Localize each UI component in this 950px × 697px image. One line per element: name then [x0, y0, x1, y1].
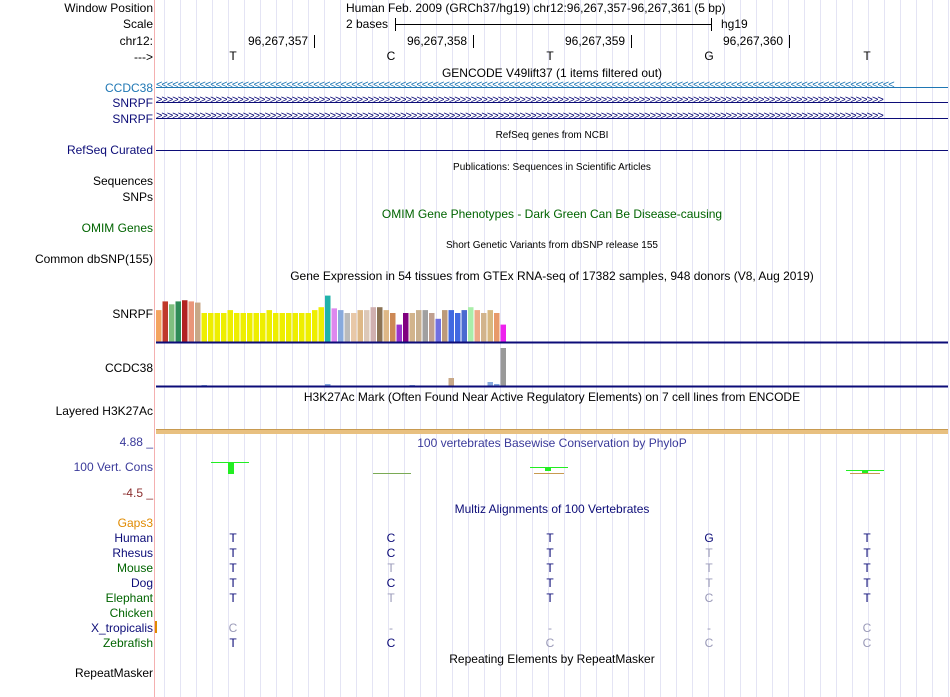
alignment-base: C: [862, 621, 872, 635]
gtex-snrpf-bar[interactable]: [442, 310, 448, 342]
phylop-bar-3: [545, 467, 551, 471]
gtex-expression-plot[interactable]: [156, 282, 948, 388]
gencode-gene-ccdc38-line[interactable]: [156, 81, 948, 94]
gtex-snrpf-bar[interactable]: [345, 313, 351, 342]
gtex-snrpf-bar[interactable]: [176, 301, 182, 342]
alignment-base: T: [546, 561, 554, 575]
gtex-snrpf-bar[interactable]: [338, 310, 344, 342]
alignment-base: T: [863, 531, 871, 545]
dbsnp-label[interactable]: Common dbSNP(155): [34, 252, 153, 266]
gtex-snrpf-bar[interactable]: [494, 313, 500, 342]
repeatmasker-track-title[interactable]: Repeating Elements by RepeatMasker: [449, 652, 655, 666]
gtex-snrpf-bar[interactable]: [501, 325, 507, 342]
gtex-snrpf-bar[interactable]: [351, 313, 357, 342]
gtex-snrpf-bar[interactable]: [468, 307, 474, 342]
alignment-base: T: [863, 591, 871, 605]
gtex-snrpf-bar[interactable]: [410, 313, 416, 342]
alignment-base: -: [548, 621, 552, 635]
alignment-base: T: [546, 531, 554, 545]
phylop-min-label: -4.5 _: [122, 486, 153, 500]
gtex-snrpf-bar[interactable]: [234, 313, 240, 342]
species-label-dog[interactable]: Dog: [130, 576, 153, 590]
chrom-label: chr12:: [119, 34, 153, 48]
alignment-base: T: [863, 576, 871, 590]
gtex-snrpf-bar[interactable]: [267, 310, 273, 342]
species-label-elephant[interactable]: Elephant: [105, 591, 153, 605]
species-label-mouse[interactable]: Mouse: [116, 561, 153, 575]
gtex-snrpf-bar[interactable]: [423, 310, 429, 342]
phylop-baseline-5b: [850, 473, 880, 474]
gtex-snrpf-bar[interactable]: [475, 310, 481, 342]
gencode-track-title[interactable]: GENCODE V49lift37 (1 items filtered out): [441, 66, 663, 80]
species-label-zebrafish[interactable]: Zebrafish: [102, 636, 153, 650]
scale-bar-right-tick: [711, 18, 712, 31]
gtex-snrpf-bar[interactable]: [260, 313, 266, 342]
alignment-base: T: [229, 576, 237, 590]
gencode-gene-snrpf-line-1[interactable]: [156, 96, 948, 109]
species-label-chicken[interactable]: Chicken: [109, 606, 153, 620]
gencode-gene-snrpf-label-1[interactable]: SNRPF: [112, 96, 153, 110]
strand-chevrons: <<<<<<<<<<<<<<<<<<<<<<<<<<<<<<<<<<<<<<<<<<<<<<<<<<<<<<<<<<<<<<<<<<<<<<<<<<<<<<<<<<<<<<<<<<<<<<<<<<<<<<<<<<<<<<<<<<<<<<<<<<<<<<<<<<<<<<<<: [156, 81, 894, 91]
refseq-gene-line[interactable]: [156, 150, 948, 151]
gtex-track-title[interactable]: Gene Expression in 54 tissues from GTEx RNA-seq of 17382 samples, 948 donors (V8, Aug 2019): [290, 269, 814, 283]
gtex-snrpf-bar[interactable]: [449, 310, 455, 342]
gtex-snrpf-bar[interactable]: [332, 308, 338, 342]
scale-bar-left-tick: [395, 18, 396, 31]
gtex-snrpf-bar[interactable]: [299, 313, 305, 342]
gencode-gene-snrpf-label-2[interactable]: SNRPF: [112, 112, 153, 126]
gtex-snrpf-bar[interactable]: [416, 310, 422, 342]
species-label-human[interactable]: Human: [114, 531, 153, 545]
ref-base-4: G: [704, 49, 714, 63]
gtex-snrpf-bar[interactable]: [228, 310, 234, 342]
scale-label: Scale: [122, 17, 153, 31]
window-position-value: Human Feb. 2009 (GRCh37/hg19) chr12:96,267,357-96,267,361 (5 bp): [346, 1, 726, 15]
grid-line: [948, 0, 949, 697]
alignment-base: T: [229, 531, 237, 545]
coordinate-4: 96,267,360: [723, 34, 784, 48]
alignment-base: C: [545, 636, 555, 650]
gtex-snrpf-bar[interactable]: [189, 301, 195, 342]
gtex-snrpf-bar[interactable]: [280, 313, 286, 342]
gtex-snrpf-bar[interactable]: [488, 310, 494, 342]
label-divider: [154, 0, 155, 697]
x-tropicalis-gap-marker: [155, 621, 157, 633]
gtex-snrpf-bar[interactable]: [397, 325, 403, 342]
gtex-snrpf-bar[interactable]: [306, 313, 312, 342]
alignment-base: T: [863, 546, 871, 560]
gtex-snrpf-bar[interactable]: [384, 310, 390, 342]
scale-value: 2 bases: [346, 17, 389, 31]
gtex-ccdc38-bar[interactable]: [488, 382, 494, 386]
ref-base-1: T: [229, 49, 237, 63]
gtex-ccdc38-label[interactable]: CCDC38: [104, 361, 153, 375]
alignment-base: T: [546, 576, 554, 590]
refseq-curated-label[interactable]: RefSeq Curated: [66, 143, 153, 157]
gtex-snrpf-bar[interactable]: [390, 313, 396, 342]
alignment-base: T: [705, 546, 713, 560]
strand-chevrons: >>>>>>>>>>>>>>>>>>>>>>>>>>>>>>>>>>>>>>>>>>>>>>>>>>>>>>>>>>>>>>>>>>>>>>>>>>>>>>>>>>>>>>>>>>>>>>>>>>>>>>>>>>>>>>>>>>>>>>>>>>>>>>>>>>>>>>: [156, 96, 883, 106]
alignment-base: C: [386, 546, 396, 560]
sequences-label[interactable]: Sequences: [92, 174, 153, 188]
gtex-snrpf-bar[interactable]: [403, 313, 409, 342]
gtex-ccdc38-bar[interactable]: [501, 348, 507, 386]
alignment-base: T: [387, 591, 395, 605]
gtex-snrpf-label[interactable]: SNRPF: [112, 307, 153, 321]
phylop-baseline-3b: [534, 473, 564, 474]
gtex-snrpf-bar[interactable]: [325, 296, 331, 342]
gtex-snrpf-bar[interactable]: [208, 313, 214, 342]
gtex-snrpf-bar[interactable]: [429, 313, 435, 342]
coordinate-tick-4: [789, 35, 790, 48]
gtex-snrpf-bar[interactable]: [169, 304, 175, 342]
publications-track-title[interactable]: Publications: Sequences in Scientific Articles: [453, 162, 651, 173]
gencode-gene-snrpf-line-2[interactable]: [156, 112, 948, 125]
gtex-snrpf-bar[interactable]: [182, 300, 188, 342]
refseq-track-title[interactable]: RefSeq genes from NCBI: [495, 130, 609, 141]
alignment-base: C: [704, 591, 714, 605]
h3k27ac-signal-band[interactable]: [156, 429, 948, 434]
gtex-snrpf-bar[interactable]: [436, 319, 442, 342]
alignment-base: C: [704, 636, 714, 650]
alignment-base: T: [705, 561, 713, 575]
species-label-rhesus[interactable]: Rhesus: [112, 546, 153, 560]
gtex-snrpf-bar[interactable]: [364, 310, 370, 342]
phylop-track-label[interactable]: 100 Vert. Cons: [73, 460, 153, 474]
gtex-snrpf-bar[interactable]: [377, 307, 383, 342]
alignment-base: T: [705, 576, 713, 590]
alignment-base: T: [863, 561, 871, 575]
gtex-snrpf-bar[interactable]: [371, 307, 377, 342]
h3k27ac-track-title[interactable]: H3K27Ac Mark (Often Found Near Active Regulatory Elements) on 7 cell lines from ENCODE: [303, 390, 801, 404]
phylop-signal[interactable]: [156, 455, 948, 485]
alignment-base: T: [546, 591, 554, 605]
alignment-base: T: [229, 546, 237, 560]
repeatmasker-label[interactable]: RepeatMasker: [74, 666, 153, 680]
alignment-base: -: [707, 621, 711, 635]
strand-arrow-label: --->: [134, 50, 153, 64]
alignment-base: T: [229, 636, 237, 650]
gtex-snrpf-bar[interactable]: [286, 313, 292, 342]
ref-base-3: T: [546, 49, 554, 63]
alignment-base: C: [386, 636, 396, 650]
ref-base-2: C: [386, 49, 396, 63]
gtex-snrpf-bar[interactable]: [273, 313, 279, 342]
alignment-base: C: [386, 531, 396, 545]
alignment-base: C: [228, 621, 238, 635]
gtex-snrpf-bar[interactable]: [254, 313, 260, 342]
coordinate-3: 96,267,359: [565, 34, 626, 48]
gtex-ccdc38-bar[interactable]: [449, 378, 455, 386]
gtex-snrpf-bar[interactable]: [293, 313, 299, 342]
h3k27ac-label[interactable]: Layered H3K27Ac: [55, 404, 153, 418]
phylop-track-title[interactable]: 100 vertebrates Basewise Conservation by PhyloP: [417, 436, 687, 450]
alignment-base: C: [862, 636, 872, 650]
gtex-snrpf-bar[interactable]: [462, 310, 468, 342]
gtex-snrpf-bar[interactable]: [195, 303, 201, 342]
alignment-base: C: [386, 576, 396, 590]
gtex-snrpf-bar[interactable]: [481, 313, 487, 342]
coordinate-tick-1: [314, 35, 315, 48]
gtex-snrpf-bar[interactable]: [156, 310, 162, 342]
gtex-snrpf-bar[interactable]: [455, 313, 461, 342]
omim-genes-label[interactable]: OMIM Genes: [81, 221, 153, 235]
species-label-x_tropicalis[interactable]: X_tropicalis: [90, 621, 153, 635]
gtex-snrpf-bar[interactable]: [358, 310, 364, 342]
coordinate-1: 96,267,357: [248, 34, 309, 48]
ref-base-5: T: [863, 49, 871, 63]
gtex-snrpf-bar[interactable]: [247, 313, 253, 342]
gtex-snrpf-bar[interactable]: [221, 313, 227, 342]
alignment-base: -: [389, 621, 393, 635]
alignment-base: T: [387, 561, 395, 575]
scale-bar: [395, 24, 711, 25]
coordinate-tick-2: [473, 35, 474, 48]
strand-chevrons: >>>>>>>>>>>>>>>>>>>>>>>>>>>>>>>>>>>>>>>>>>>>>>>>>>>>>>>>>>>>>>>>>>>>>>>>>>>>>>>>>>>>>>>>>>>>>>>>>>>>>>>>>>>>>>>>>>>>>>>>>>>>>>>>>>>>>>: [156, 112, 883, 122]
gtex-snrpf-bar[interactable]: [319, 307, 325, 342]
alignment-base: T: [229, 561, 237, 575]
alignment-base: G: [704, 531, 714, 545]
gaps-label[interactable]: Gaps3: [117, 516, 153, 530]
gtex-snrpf-bar[interactable]: [312, 310, 318, 342]
alignment-base: T: [546, 546, 554, 560]
phylop-baseline-2: [373, 473, 411, 474]
gencode-gene-ccdc38-label[interactable]: CCDC38: [104, 81, 153, 95]
gtex-snrpf-bar[interactable]: [163, 301, 169, 342]
window-position-label: Window Position: [64, 1, 153, 15]
scale-assembly: hg19: [721, 17, 748, 31]
coordinate-2: 96,267,358: [407, 34, 468, 48]
gtex-snrpf-bar[interactable]: [202, 313, 208, 342]
dbsnp-track-title[interactable]: Short Genetic Variants from dbSNP release 155: [446, 240, 658, 251]
coordinate-tick-3: [631, 35, 632, 48]
phylop-max-label: 4.88 _: [119, 435, 153, 449]
gtex-snrpf-bar[interactable]: [241, 313, 247, 342]
phylop-bar-1: [228, 462, 234, 474]
snps-label[interactable]: SNPs: [122, 190, 153, 204]
gtex-snrpf-bar[interactable]: [215, 313, 221, 342]
omim-track-title[interactable]: OMIM Gene Phenotypes - Dark Green Can Be Disease-causing: [381, 207, 723, 221]
alignment-base: T: [229, 591, 237, 605]
multiz-track-title[interactable]: Multiz Alignments of 100 Vertebrates: [454, 502, 650, 516]
